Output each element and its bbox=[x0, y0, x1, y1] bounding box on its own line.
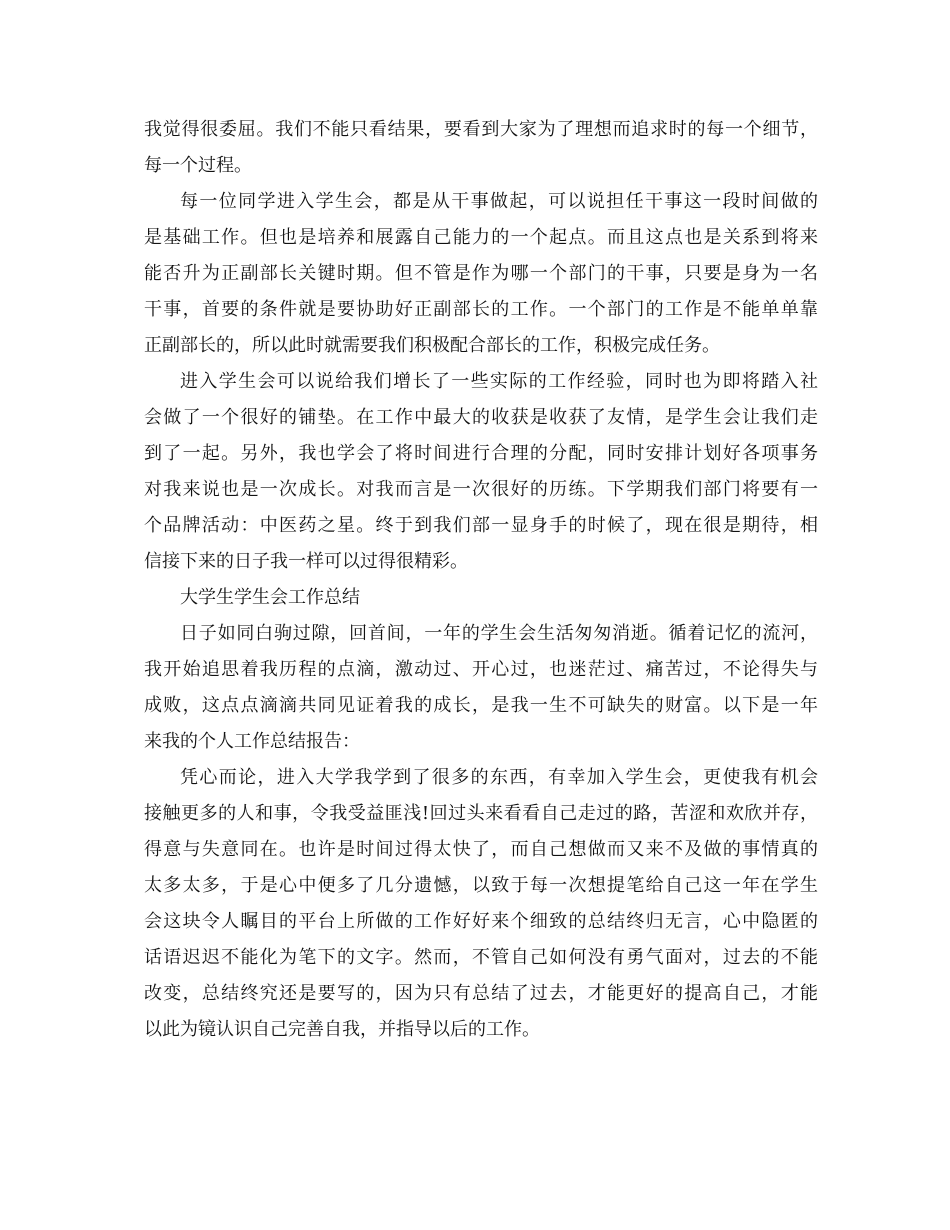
paragraph-line: 凭心而论，进入大学我学到了很多的东西，有幸加入学生会，更使我有机会 bbox=[180, 767, 818, 788]
paragraph-line: 干事，首要的条件就是要协助好正副部长的工作。一个部门的工作是不能单单靠 bbox=[144, 299, 818, 320]
paragraph-line: 日子如同白驹过隙，回首间，一年的学生会生活匆匆消逝。循着记忆的流河， bbox=[180, 623, 818, 644]
paragraph-line: 会做了一个很好的铺垫。在工作中最大的收获是收获了友情，是学生会让我们走 bbox=[144, 407, 818, 428]
document-body bbox=[144, 112, 818, 1048]
paragraph-line: 是基础工作。但也是培养和展露自己能力的一个起点。而且这点也是关系到将来 bbox=[144, 227, 818, 248]
paragraph-line: 能否升为正副部长关键时期。但不管是作为哪一个部门的干事，只要是身为一名 bbox=[144, 263, 818, 284]
paragraph-line: 我觉得很委屈。我们不能只看结果，要看到大家为了理想而追求时的每一个细节， bbox=[144, 119, 818, 140]
paragraph-line: 来我的个人工作总结报告： bbox=[144, 731, 360, 752]
paragraph-line: 每一个过程。 bbox=[144, 155, 252, 176]
paragraph-line: 到了一起。另外，我也学会了将时间进行合理的分配，同时安排计划好各项事务 bbox=[144, 443, 818, 464]
paragraph-line: 话语迟迟不能化为笔下的文字。然而，不管自己如何没有勇气面对，过去的不能 bbox=[144, 947, 818, 968]
section-heading: 大学生学生会工作总结 bbox=[180, 587, 360, 608]
paragraph-line: 正副部长的，所以此时就需要我们积极配合部长的工作，积极完成任务。 bbox=[144, 335, 720, 356]
paragraph-line: 得意与失意同在。也许是时间过得太快了，而自己想做而又来不及做的事情真的 bbox=[144, 839, 818, 860]
paragraph-line: 会这块令人瞩目的平台上所做的工作好好来个细致的总结终归无言，心中隐匿的 bbox=[144, 911, 818, 932]
paragraph-line: 每一位同学进入学生会，都是从干事做起，可以说担任干事这一段时间做的 bbox=[180, 191, 818, 212]
paragraph-line: 改变，总结终究还是要写的，因为只有总结了过去，才能更好的提高自己，才能 bbox=[144, 983, 818, 1004]
paragraph-line: 对我来说也是一次成长。对我而言是一次很好的历练。下学期我们部门将要有一 bbox=[144, 479, 818, 500]
paragraph-line: 个品牌活动：中医药之星。终于到我们部一显身手的时候了，现在很是期待，相 bbox=[144, 515, 818, 536]
paragraph-line: 接触更多的人和事，令我受益匪浅!回过头来看看自己走过的路，苦涩和欢欣并存， bbox=[144, 803, 818, 824]
paragraph-line: 进入学生会可以说给我们增长了一些实际的工作经验，同时也为即将踏入社 bbox=[180, 371, 818, 392]
paragraph-line: 我开始追思着我历程的点滴，激动过、开心过，也迷茫过、痛苦过，不论得失与 bbox=[144, 659, 818, 680]
paragraph-line: 信接下来的日子我一样可以过得很精彩。 bbox=[144, 551, 468, 572]
paragraph-line: 以此为镜认识自己完善自我，并指导以后的工作。 bbox=[144, 1019, 540, 1040]
paragraph-line: 成败，这点点滴滴共同见证着我的成长，是我一生不可缺失的财富。以下是一年 bbox=[144, 695, 818, 716]
paragraph-line: 太多太多，于是心中便多了几分遗憾，以致于每一次想提笔给自己这一年在学生 bbox=[144, 875, 818, 896]
